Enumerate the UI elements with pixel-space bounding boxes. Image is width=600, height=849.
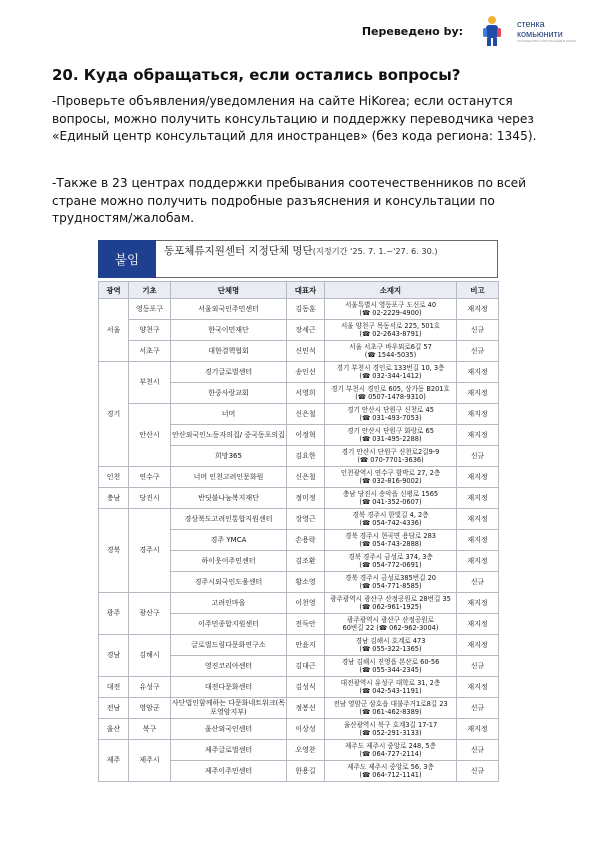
representative-cell: 장세근	[287, 320, 325, 341]
org-cell: 제주이주민센터	[171, 761, 287, 782]
phone-line: (☎ 032-816-9002)	[359, 477, 422, 485]
org-cell: 너머 인천고려인문화원	[171, 467, 287, 488]
address-line: 경남 김해시 호계로 473	[355, 636, 426, 645]
address-line: 경기 부천시 경인로 133번길 10, 3층	[336, 363, 445, 372]
representative-cell: 정미정	[287, 488, 325, 509]
table-body	[99, 299, 499, 782]
org-cell: 경기글로벌센터	[171, 362, 287, 383]
address-line: 서울 양천구 목동서로 225, 501호	[340, 321, 441, 330]
address-cell	[325, 299, 457, 320]
org-cell: 경주 YMCA	[171, 530, 287, 551]
note-cell: 재지정	[457, 551, 499, 572]
org-cell: 영진코리아센터	[171, 656, 287, 677]
table-row	[99, 593, 499, 614]
logo-tagline: СООБЩЕСТВО ИНОСТРАНЦЕВ В КОРЕЕ	[517, 38, 576, 43]
note-cell: 신규	[457, 761, 499, 782]
phone-line: (☎ 032-344-1412)	[359, 372, 422, 380]
section-title: 20. Куда обращаться, если остались вопросы?	[52, 66, 461, 84]
province-cell: 대전	[99, 677, 129, 698]
representative-cell: 신은철	[287, 404, 325, 425]
phone-line: (☎ 054-743-2888)	[359, 540, 422, 548]
table-row	[99, 635, 499, 656]
address-cell	[325, 593, 457, 614]
city-cell: 광산구	[129, 593, 171, 635]
representative-cell: 손용락	[287, 530, 325, 551]
table-row	[99, 677, 499, 698]
table-row	[99, 404, 499, 425]
table-row	[99, 719, 499, 740]
address-line: 충남 당진시 송악읍 신평로 1565	[342, 489, 439, 498]
note-cell: 재지정	[457, 509, 499, 530]
note-cell: 재지정	[457, 719, 499, 740]
address-cell	[325, 446, 457, 467]
representative-cell: 서영희	[287, 383, 325, 404]
address-cell	[325, 362, 457, 383]
table-row	[99, 488, 499, 509]
address-cell	[325, 488, 457, 509]
address-line: 광주광역시 광산구 산정공원로 28번길 35	[330, 594, 451, 603]
representative-cell: 장영근	[287, 509, 325, 530]
address-cell	[325, 677, 457, 698]
province-cell: 전남	[99, 698, 129, 719]
address-line: 경기 안산시 단원구 신천로2길9-9	[341, 447, 440, 456]
representative-cell: 김요한	[287, 446, 325, 467]
province-cell: 제주	[99, 740, 129, 782]
address-cell	[325, 698, 457, 719]
table-row	[99, 509, 499, 530]
address-cell	[325, 341, 457, 362]
representative-cell: 안윤지	[287, 635, 325, 656]
address-line: 광주광역시 광산구 산정공원로	[347, 615, 434, 624]
city-cell: 당진시	[129, 488, 171, 509]
phone-line: (☎ 042-543-1191)	[359, 687, 422, 695]
note-cell: 신규	[457, 656, 499, 677]
city-cell: 영암군	[129, 698, 171, 719]
annex-header	[98, 240, 498, 278]
translator-credit	[362, 14, 576, 48]
annex-title	[156, 240, 498, 278]
table-header-cell: 대표자	[287, 282, 325, 299]
address-line: 인천광역시 연수구 함박로 27, 2층	[340, 468, 441, 477]
representative-cell: 김동훈	[287, 299, 325, 320]
city-cell: 영등포구	[129, 299, 171, 320]
address-line: 경기 안산시 단원구 화랑로 65	[347, 426, 434, 435]
annex-period: (지정기간 '25. 7. 1.~'27. 6. 30.)	[312, 246, 438, 256]
city-cell: 연수구	[129, 467, 171, 488]
phone-line: (☎ 064-727-2114)	[359, 750, 422, 758]
note-cell: 재지정	[457, 425, 499, 446]
province-cell: 서울	[99, 299, 129, 362]
note-cell: 신규	[457, 572, 499, 593]
annex-badge: 붙임	[98, 240, 156, 278]
note-cell: 재지정	[457, 299, 499, 320]
address-line: 울산광역시 북구 호계3길 17-17	[343, 720, 438, 729]
address-cell	[325, 467, 457, 488]
address-line: 경북 경주시 한빛길 4, 2층	[352, 510, 429, 519]
city-cell: 김해시	[129, 635, 171, 677]
org-cell: 사단법인함께하는 다문화네트워크(목포영암지부)	[171, 698, 287, 719]
address-line: 경북 경주시 현곡면 용담로 283	[344, 531, 437, 540]
community-logo-icon	[475, 14, 509, 48]
phone-line: (☎ 054-772-0691)	[359, 561, 422, 569]
phone-line: (☎ 061-462-8389)	[359, 708, 422, 716]
representative-cell: 정봉선	[287, 698, 325, 719]
phone-line: (☎ 064-712-1141)	[359, 771, 422, 779]
table-row	[99, 362, 499, 383]
phone-line: (☎ 055-344-2345)	[359, 666, 422, 674]
table-header-row	[99, 282, 499, 299]
address-line: 경북 경주시 금성로 374, 3층	[348, 552, 433, 561]
address-cell	[325, 614, 457, 635]
org-cell: 희망365	[171, 446, 287, 467]
note-cell: 재지정	[457, 614, 499, 635]
representative-cell: 이천영	[287, 593, 325, 614]
note-cell: 재지정	[457, 677, 499, 698]
note-cell: 신규	[457, 341, 499, 362]
table-row	[99, 698, 499, 719]
annex-title-text: 동포체류지원센터 지정단체 명단	[164, 245, 313, 257]
address-cell	[325, 404, 457, 425]
city-cell: 경주시	[129, 509, 171, 593]
representative-cell: 이상성	[287, 719, 325, 740]
logo-wordmark	[517, 19, 576, 44]
city-cell: 서초구	[129, 341, 171, 362]
note-cell: 재지정	[457, 404, 499, 425]
table-row	[99, 299, 499, 320]
province-cell: 경남	[99, 635, 129, 677]
org-cell: 서울외국인주민센터	[171, 299, 287, 320]
note-cell: 신규	[457, 446, 499, 467]
address-cell	[325, 656, 457, 677]
phone-line: (☎ 031-495-2288)	[359, 435, 422, 443]
city-cell: 북구	[129, 719, 171, 740]
address-line: 경기 부천시 경인로 605, 상가동 B201호	[331, 384, 450, 393]
province-cell: 경북	[99, 509, 129, 593]
phone-line: (☎ 02-2229-4900)	[359, 309, 422, 317]
note-cell: 재지정	[457, 362, 499, 383]
phone-line: (☎ 054-742-4336)	[359, 519, 422, 527]
org-cell: 한중사랑교회	[171, 383, 287, 404]
address-cell	[325, 740, 457, 761]
paragraph-support-centers: -Также в 23 центрах поддержки пребывания соотечественников по всей стране можно получить подробные разъяснения и консультации по трудностям/жалобам.	[52, 176, 527, 225]
org-cell: 대전다문화센터	[171, 677, 287, 698]
phone-line: (☎ 052-291-3133)	[359, 729, 422, 737]
paragraph-hikorea: -Проверьте объявления/уведомления на сайте HiKorea; если останутся вопросы, можно получить консультацию и поддержку переводчика через «Единый центр консультаций для иностранцев» (без кода региона: 1345).	[52, 94, 537, 143]
org-cell: 안산외국인노동자의집/ 중국동포의집	[171, 425, 287, 446]
org-cell: 글로벌드림다문화연구소	[171, 635, 287, 656]
address-cell	[325, 719, 457, 740]
address-line: 경북 경주시 금성로385번길 20	[345, 573, 436, 582]
province-cell: 인천	[99, 467, 129, 488]
city-cell: 안산시	[129, 404, 171, 467]
address-cell	[325, 551, 457, 572]
address-cell	[325, 509, 457, 530]
province-cell: 경기	[99, 362, 129, 467]
province-cell: 충남	[99, 488, 129, 509]
table-header-cell: 소재지	[325, 282, 457, 299]
city-cell: 제주시	[129, 740, 171, 782]
org-cell: 고려인마을	[171, 593, 287, 614]
representative-cell: 김조환	[287, 551, 325, 572]
org-cell: 반딧불나눔복지재단	[171, 488, 287, 509]
table-header-cell: 기초	[129, 282, 171, 299]
address-cell	[325, 320, 457, 341]
representative-cell: 오영찬	[287, 740, 325, 761]
table-header-cell: 비고	[457, 282, 499, 299]
translated-by-label: Переведено by:	[361, 24, 464, 38]
phone-line: (☎ 070-7701-3636)	[357, 456, 424, 464]
representative-cell: 전득안	[287, 614, 325, 635]
city-cell: 유성구	[129, 677, 171, 698]
phone-line: (☎ 02-2643-8791)	[359, 330, 422, 338]
phone-line: (☎ 062-961-1925)	[359, 603, 422, 611]
phone-line: (☎ 054-771-8585)	[359, 582, 422, 590]
note-cell: 재지정	[457, 467, 499, 488]
table-header-cell: 광역	[99, 282, 129, 299]
address-line: 전남 영암군 삼호읍 대불주거1로8길 23	[333, 699, 448, 708]
org-cell: 경상북도고려인통합지원센터	[171, 509, 287, 530]
phone-line: (☎ 1544-5035)	[364, 351, 417, 359]
org-cell: 경주시외국인도움센터	[171, 572, 287, 593]
note-cell: 재지정	[457, 383, 499, 404]
table-row	[99, 320, 499, 341]
address-line: 서울특별시 영등포구 도신로 40	[344, 300, 437, 309]
phone-line: (☎ 055-322-1365)	[359, 645, 422, 653]
province-cell: 울산	[99, 719, 129, 740]
representative-cell: 한용길	[287, 761, 325, 782]
table-row	[99, 740, 499, 761]
note-cell: 재지정	[457, 488, 499, 509]
address-cell	[325, 572, 457, 593]
org-cell: 너머	[171, 404, 287, 425]
representative-cell: 신은철	[287, 467, 325, 488]
center-list-table	[98, 281, 499, 782]
representative-cell: 신민석	[287, 341, 325, 362]
address-line: 대전광역시 유성구 대학로 31, 2층	[340, 678, 441, 687]
representative-cell: 황소영	[287, 572, 325, 593]
address-cell	[325, 425, 457, 446]
address-line: 제주도 제주시 중앙로 56, 3층	[347, 762, 434, 771]
address-line: 제주도 제주시 중앙로 248, 5층	[345, 741, 436, 750]
org-cell: 한국이민재단	[171, 320, 287, 341]
phone-line: (☎ 0507-1478-9310)	[355, 393, 426, 401]
org-cell: 하이웃이주민센터	[171, 551, 287, 572]
address-cell	[325, 530, 457, 551]
address-line: 경기 안산시 단원구 신천로 45	[347, 405, 434, 414]
representative-cell: 이정혁	[287, 425, 325, 446]
note-cell: 신규	[457, 698, 499, 719]
note-cell: 재지정	[457, 593, 499, 614]
note-cell: 신규	[457, 740, 499, 761]
phone-line: (☎ 041-352-0607)	[359, 498, 422, 506]
table-row	[99, 467, 499, 488]
representative-cell: 송인선	[287, 362, 325, 383]
table-row	[99, 341, 499, 362]
representative-cell: 김대근	[287, 656, 325, 677]
annex-image	[98, 240, 498, 825]
org-cell: 대한결핵협회	[171, 341, 287, 362]
phone-line: (☎ 031-493-7053)	[359, 414, 422, 422]
address-cell	[325, 635, 457, 656]
address-cell	[325, 383, 457, 404]
city-cell: 부천시	[129, 362, 171, 404]
logo-line2: комьюнити	[517, 28, 563, 39]
table-header-cell: 단체명	[171, 282, 287, 299]
province-cell: 광주	[99, 593, 129, 635]
note-cell: 재지정	[457, 635, 499, 656]
city-cell: 양천구	[129, 320, 171, 341]
note-cell: 신규	[457, 320, 499, 341]
address-line: 경남 김해시 진영읍 본산로 60-56	[341, 657, 440, 666]
note-cell: 재지정	[457, 530, 499, 551]
org-cell: 제주글로벌센터	[171, 740, 287, 761]
phone-line: 60번길 22 (☎ 062-962-3004)	[342, 624, 439, 632]
representative-cell: 김성식	[287, 677, 325, 698]
org-cell: 이주민종합지원센터	[171, 614, 287, 635]
address-line: 서울 서초구 바우뫼로6길 57	[349, 342, 432, 351]
logo-line1: стенка	[517, 18, 545, 29]
address-cell	[325, 761, 457, 782]
org-cell: 울산외국인센터	[171, 719, 287, 740]
